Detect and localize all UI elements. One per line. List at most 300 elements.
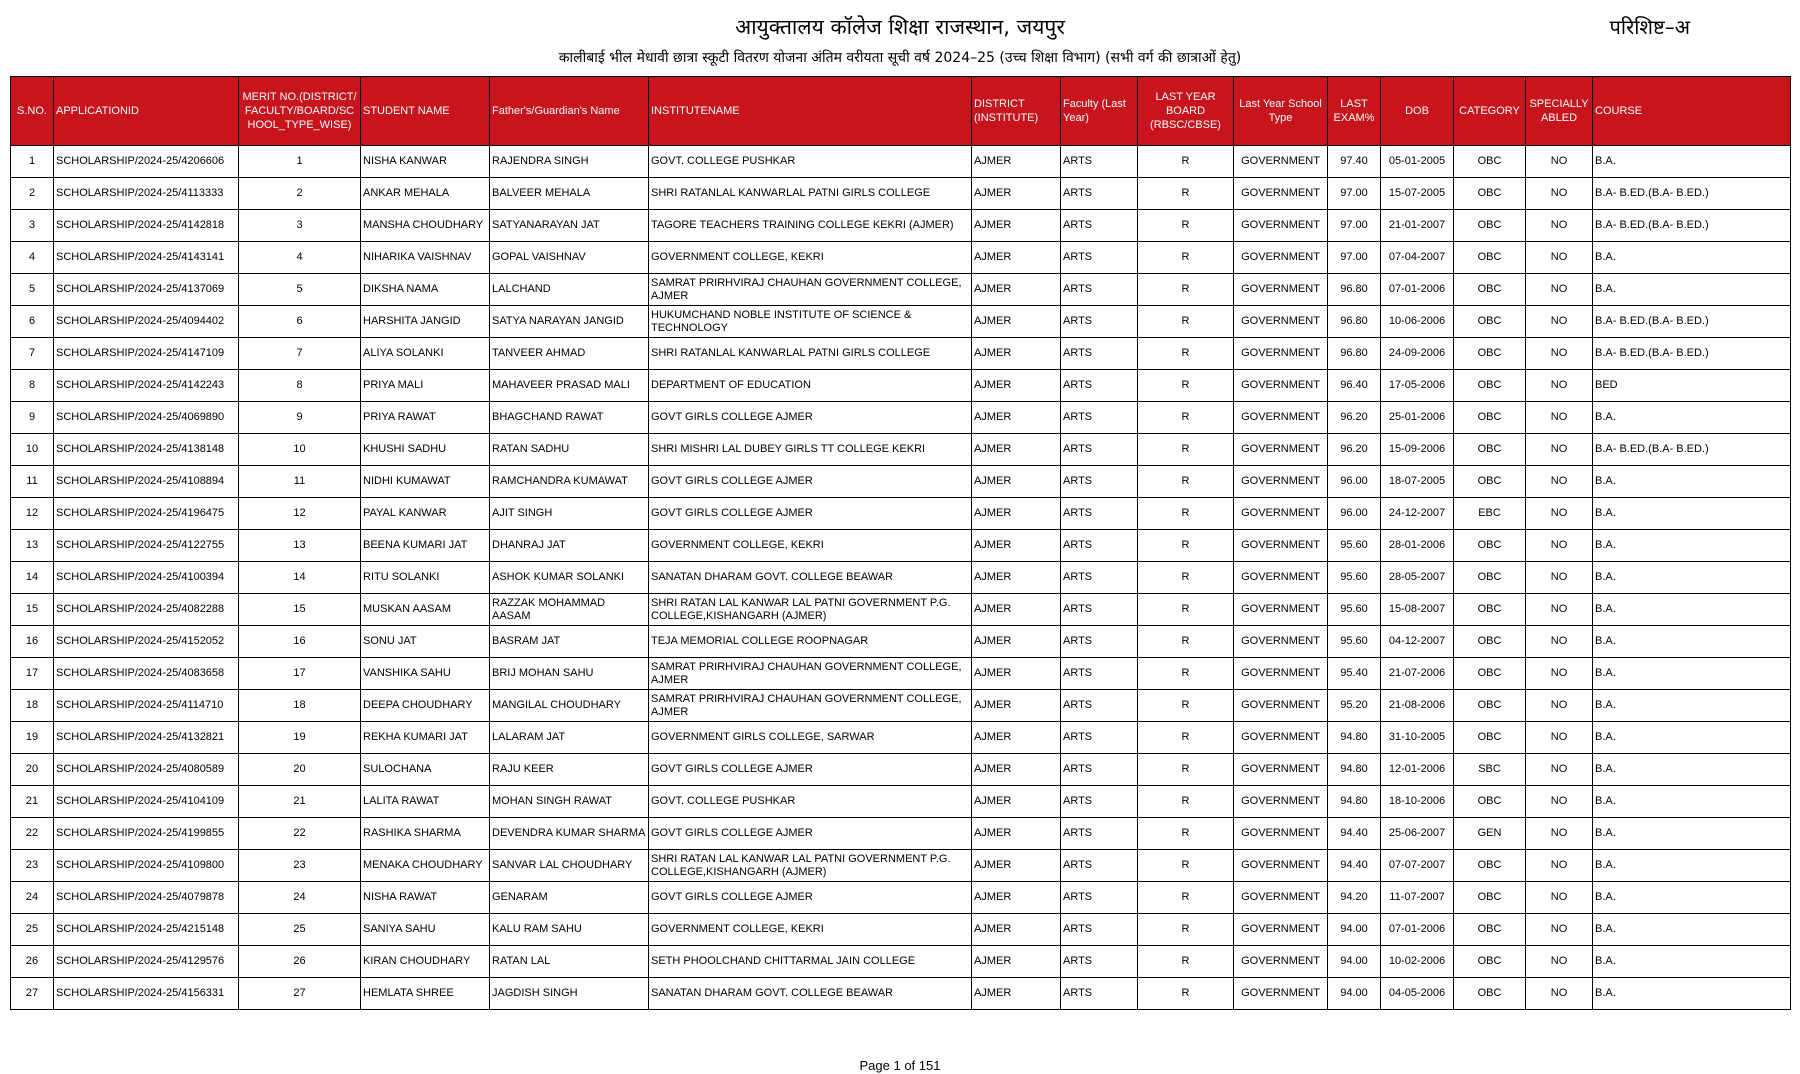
cell-course: B.A. [1593, 658, 1791, 690]
cell-faculty: ARTS [1061, 498, 1138, 530]
col-header-course: COURSE [1593, 77, 1791, 146]
cell-district: AJMER [972, 178, 1061, 210]
cell-category: OBC [1454, 178, 1526, 210]
table-row [11, 626, 1791, 658]
cell-father-name: GENARAM [490, 882, 649, 914]
cell-application-id: SCHOLARSHIP/2024-25/4122755 [54, 530, 239, 562]
cell-category: OBC [1454, 978, 1526, 1010]
cell-application-id: SCHOLARSHIP/2024-25/4108894 [54, 466, 239, 498]
cell-category: OBC [1454, 370, 1526, 402]
page-title: आयुक्तालय कॉलेज शिक्षा राजस्थान, जयपुर [735, 15, 1065, 39]
cell-board: R [1138, 210, 1234, 242]
cell-board: R [1138, 370, 1234, 402]
col-header-dob: DOB [1381, 77, 1454, 146]
cell-sno: 19 [11, 722, 54, 754]
cell-institute-name: GOVT. COLLEGE PUSHKAR [649, 786, 972, 818]
cell-sno: 5 [11, 274, 54, 306]
cell-district: AJMER [972, 402, 1061, 434]
col-header-father-name: Father's/Guardian's Name [490, 77, 649, 146]
cell-student-name: NISHA KANWAR [361, 146, 490, 178]
cell-district: AJMER [972, 466, 1061, 498]
cell-board: R [1138, 434, 1234, 466]
cell-institute-name: GOVT GIRLS COLLEGE AJMER [649, 402, 972, 434]
cell-institute-name: GOVERNMENT COLLEGE, KEKRI [649, 530, 972, 562]
cell-specially-abled: NO [1526, 242, 1593, 274]
cell-category: OBC [1454, 274, 1526, 306]
cell-student-name: SANIYA SAHU [361, 914, 490, 946]
cell-father-name: MAHAVEER PRASAD MALI [490, 370, 649, 402]
cell-student-name: ANKAR MEHALA [361, 178, 490, 210]
cell-board: R [1138, 626, 1234, 658]
cell-last-exam: 94.00 [1328, 946, 1381, 978]
cell-dob: 17-05-2006 [1381, 370, 1454, 402]
annexure-label: परिशिष्ट–अ [1609, 15, 1690, 39]
cell-school-type: GOVERNMENT [1234, 466, 1328, 498]
cell-category: OBC [1454, 786, 1526, 818]
cell-student-name: MUSKAN AASAM [361, 594, 490, 626]
cell-district: AJMER [972, 626, 1061, 658]
cell-faculty: ARTS [1061, 178, 1138, 210]
cell-category: OBC [1454, 722, 1526, 754]
cell-last-exam: 94.80 [1328, 786, 1381, 818]
cell-application-id: SCHOLARSHIP/2024-25/4142243 [54, 370, 239, 402]
cell-school-type: GOVERNMENT [1234, 754, 1328, 786]
cell-institute-name: GOVT GIRLS COLLEGE AJMER [649, 818, 972, 850]
cell-institute-name: GOVERNMENT GIRLS COLLEGE, SARWAR [649, 722, 972, 754]
cell-father-name: RAMCHANDRA KUMAWAT [490, 466, 649, 498]
cell-category: OBC [1454, 306, 1526, 338]
cell-merit-no: 5 [239, 274, 361, 306]
cell-district: AJMER [972, 850, 1061, 882]
cell-institute-name: GOVT. COLLEGE PUSHKAR [649, 146, 972, 178]
cell-father-name: MOHAN SINGH RAWAT [490, 786, 649, 818]
cell-category: OBC [1454, 850, 1526, 882]
cell-father-name: LALARAM JAT [490, 722, 649, 754]
cell-student-name: SULOCHANA [361, 754, 490, 786]
cell-board: R [1138, 786, 1234, 818]
cell-course: B.A- B.ED.(B.A- B.ED.) [1593, 306, 1791, 338]
cell-district: AJMER [972, 210, 1061, 242]
cell-school-type: GOVERNMENT [1234, 402, 1328, 434]
cell-category: OBC [1454, 210, 1526, 242]
cell-faculty: ARTS [1061, 626, 1138, 658]
cell-institute-name: SANATAN DHARAM GOVT. COLLEGE BEAWAR [649, 978, 972, 1010]
cell-sno: 13 [11, 530, 54, 562]
cell-district: AJMER [972, 786, 1061, 818]
cell-student-name: NISHA RAWAT [361, 882, 490, 914]
cell-dob: 24-09-2006 [1381, 338, 1454, 370]
cell-application-id: SCHOLARSHIP/2024-25/4152052 [54, 626, 239, 658]
cell-specially-abled: NO [1526, 402, 1593, 434]
cell-last-exam: 96.80 [1328, 306, 1381, 338]
cell-institute-name: SHRI RATAN LAL KANWAR LAL PATNI GOVERNMENT P.G. COLLEGE,KISHANGARH (AJMER) [649, 594, 972, 626]
cell-board: R [1138, 498, 1234, 530]
cell-faculty: ARTS [1061, 786, 1138, 818]
cell-board: R [1138, 818, 1234, 850]
cell-application-id: SCHOLARSHIP/2024-25/4132821 [54, 722, 239, 754]
cell-sno: 8 [11, 370, 54, 402]
cell-merit-no: 21 [239, 786, 361, 818]
cell-school-type: GOVERNMENT [1234, 178, 1328, 210]
cell-specially-abled: NO [1526, 146, 1593, 178]
cell-district: AJMER [972, 978, 1061, 1010]
col-header-specially-abled: SPECIALLY ABLED [1526, 77, 1593, 146]
cell-institute-name: SAMRAT PRIRHVIRAJ CHAUHAN GOVERNMENT COLLEGE, AJMER [649, 274, 972, 306]
cell-course: B.A. [1593, 786, 1791, 818]
cell-sno: 1 [11, 146, 54, 178]
col-header-board: LAST YEAR BOARD (RBSC/CBSE) [1138, 77, 1234, 146]
cell-institute-name: SANATAN DHARAM GOVT. COLLEGE BEAWAR [649, 562, 972, 594]
cell-school-type: GOVERNMENT [1234, 882, 1328, 914]
table-row [11, 466, 1791, 498]
cell-board: R [1138, 242, 1234, 274]
cell-dob: 25-01-2006 [1381, 402, 1454, 434]
cell-category: OBC [1454, 914, 1526, 946]
cell-sno: 23 [11, 850, 54, 882]
cell-merit-no: 19 [239, 722, 361, 754]
cell-faculty: ARTS [1061, 850, 1138, 882]
cell-student-name: DIKSHA NAMA [361, 274, 490, 306]
cell-merit-no: 23 [239, 850, 361, 882]
cell-specially-abled: NO [1526, 818, 1593, 850]
cell-institute-name: GOVT GIRLS COLLEGE AJMER [649, 754, 972, 786]
cell-board: R [1138, 946, 1234, 978]
cell-district: AJMER [972, 530, 1061, 562]
cell-board: R [1138, 722, 1234, 754]
cell-specially-abled: NO [1526, 466, 1593, 498]
cell-school-type: GOVERNMENT [1234, 306, 1328, 338]
cell-faculty: ARTS [1061, 882, 1138, 914]
cell-category: SBC [1454, 754, 1526, 786]
cell-course: B.A- B.ED.(B.A- B.ED.) [1593, 210, 1791, 242]
cell-course: B.A. [1593, 594, 1791, 626]
cell-sno: 25 [11, 914, 54, 946]
cell-board: R [1138, 146, 1234, 178]
cell-course: BED [1593, 370, 1791, 402]
table-row [11, 658, 1791, 690]
cell-student-name: HARSHITA JANGID [361, 306, 490, 338]
cell-dob: 25-06-2007 [1381, 818, 1454, 850]
cell-institute-name: SHRI MISHRI LAL DUBEY GIRLS TT COLLEGE KEKRI [649, 434, 972, 466]
cell-category: OBC [1454, 242, 1526, 274]
cell-category: OBC [1454, 594, 1526, 626]
cell-student-name: DEEPA CHOUDHARY [361, 690, 490, 722]
cell-specially-abled: NO [1526, 850, 1593, 882]
cell-merit-no: 15 [239, 594, 361, 626]
cell-sno: 10 [11, 434, 54, 466]
cell-course: B.A. [1593, 818, 1791, 850]
cell-sno: 27 [11, 978, 54, 1010]
table-row [11, 978, 1791, 1010]
cell-course: B.A. [1593, 754, 1791, 786]
cell-course: B.A. [1593, 882, 1791, 914]
col-header-category: CATEGORY [1454, 77, 1526, 146]
cell-specially-abled: NO [1526, 562, 1593, 594]
cell-merit-no: 1 [239, 146, 361, 178]
cell-school-type: GOVERNMENT [1234, 818, 1328, 850]
col-header-sno: S.NO. [11, 77, 54, 146]
cell-application-id: SCHOLARSHIP/2024-25/4147109 [54, 338, 239, 370]
cell-dob: 07-07-2007 [1381, 850, 1454, 882]
cell-application-id: SCHOLARSHIP/2024-25/4109800 [54, 850, 239, 882]
cell-application-id: SCHOLARSHIP/2024-25/4082288 [54, 594, 239, 626]
cell-course: B.A. [1593, 946, 1791, 978]
cell-student-name: NIDHI KUMAWAT [361, 466, 490, 498]
col-header-last-exam: LAST EXAM% [1328, 77, 1381, 146]
table-row [11, 274, 1791, 306]
cell-last-exam: 95.20 [1328, 690, 1381, 722]
cell-faculty: ARTS [1061, 242, 1138, 274]
col-header-application-id: APPLICATIONID [54, 77, 239, 146]
cell-student-name: PRIYA RAWAT [361, 402, 490, 434]
cell-institute-name: TAGORE TEACHERS TRAINING COLLEGE KEKRI (AJMER) [649, 210, 972, 242]
cell-last-exam: 94.40 [1328, 850, 1381, 882]
cell-last-exam: 96.00 [1328, 466, 1381, 498]
cell-father-name: BRIJ MOHAN SAHU [490, 658, 649, 690]
cell-institute-name: DEPARTMENT OF EDUCATION [649, 370, 972, 402]
cell-student-name: KIRAN CHOUDHARY [361, 946, 490, 978]
col-header-school-type: Last Year School Type [1234, 77, 1328, 146]
cell-board: R [1138, 178, 1234, 210]
cell-father-name: KALU RAM SAHU [490, 914, 649, 946]
cell-merit-no: 6 [239, 306, 361, 338]
cell-dob: 24-12-2007 [1381, 498, 1454, 530]
cell-faculty: ARTS [1061, 818, 1138, 850]
cell-application-id: SCHOLARSHIP/2024-25/4069890 [54, 402, 239, 434]
cell-course: B.A. [1593, 690, 1791, 722]
cell-institute-name: GOVT GIRLS COLLEGE AJMER [649, 466, 972, 498]
cell-student-name: ALIYA SOLANKI [361, 338, 490, 370]
cell-student-name: PAYAL KANWAR [361, 498, 490, 530]
cell-course: B.A- B.ED.(B.A- B.ED.) [1593, 178, 1791, 210]
cell-sno: 12 [11, 498, 54, 530]
cell-application-id: SCHOLARSHIP/2024-25/4196475 [54, 498, 239, 530]
cell-application-id: SCHOLARSHIP/2024-25/4142818 [54, 210, 239, 242]
cell-father-name: RATAN SADHU [490, 434, 649, 466]
cell-specially-abled: NO [1526, 914, 1593, 946]
cell-board: R [1138, 882, 1234, 914]
cell-application-id: SCHOLARSHIP/2024-25/4079878 [54, 882, 239, 914]
cell-institute-name: SHRI RATANLAL KANWARLAL PATNI GIRLS COLLEGE [649, 338, 972, 370]
cell-merit-no: 8 [239, 370, 361, 402]
cell-dob: 10-06-2006 [1381, 306, 1454, 338]
cell-board: R [1138, 914, 1234, 946]
cell-sno: 22 [11, 818, 54, 850]
cell-specially-abled: NO [1526, 498, 1593, 530]
cell-specially-abled: NO [1526, 338, 1593, 370]
cell-faculty: ARTS [1061, 978, 1138, 1010]
cell-faculty: ARTS [1061, 690, 1138, 722]
table-row [11, 146, 1791, 178]
cell-last-exam: 96.80 [1328, 274, 1381, 306]
page-number: Page 1 of 151 [859, 1058, 941, 1073]
cell-student-name: VANSHIKA SAHU [361, 658, 490, 690]
cell-faculty: ARTS [1061, 434, 1138, 466]
cell-category: GEN [1454, 818, 1526, 850]
cell-category: OBC [1454, 530, 1526, 562]
cell-father-name: RAJENDRA SINGH [490, 146, 649, 178]
cell-sno: 4 [11, 242, 54, 274]
cell-specially-abled: NO [1526, 370, 1593, 402]
cell-school-type: GOVERNMENT [1234, 498, 1328, 530]
cell-school-type: GOVERNMENT [1234, 210, 1328, 242]
cell-merit-no: 20 [239, 754, 361, 786]
cell-dob: 10-02-2006 [1381, 946, 1454, 978]
cell-student-name: REKHA KUMARI JAT [361, 722, 490, 754]
cell-sno: 21 [11, 786, 54, 818]
cell-school-type: GOVERNMENT [1234, 530, 1328, 562]
cell-application-id: SCHOLARSHIP/2024-25/4138148 [54, 434, 239, 466]
cell-specially-abled: NO [1526, 946, 1593, 978]
cell-board: R [1138, 274, 1234, 306]
cell-district: AJMER [972, 370, 1061, 402]
cell-dob: 12-01-2006 [1381, 754, 1454, 786]
cell-father-name: ASHOK KUMAR SOLANKI [490, 562, 649, 594]
cell-category: OBC [1454, 562, 1526, 594]
cell-last-exam: 95.60 [1328, 594, 1381, 626]
col-header-merit-no: MERIT NO.(DISTRICT/FACULTY/BOARD/SCHOOL_TYPE_WISE) [239, 77, 361, 146]
cell-father-name: SANVAR LAL CHOUDHARY [490, 850, 649, 882]
cell-specially-abled: NO [1526, 690, 1593, 722]
cell-dob: 11-07-2007 [1381, 882, 1454, 914]
cell-dob: 21-07-2006 [1381, 658, 1454, 690]
cell-district: AJMER [972, 882, 1061, 914]
cell-faculty: ARTS [1061, 210, 1138, 242]
cell-sno: 15 [11, 594, 54, 626]
col-header-faculty: Faculty (Last Year) [1061, 77, 1138, 146]
cell-dob: 31-10-2005 [1381, 722, 1454, 754]
cell-dob: 15-09-2006 [1381, 434, 1454, 466]
cell-student-name: HEMLATA SHREE [361, 978, 490, 1010]
cell-last-exam: 95.40 [1328, 658, 1381, 690]
cell-faculty: ARTS [1061, 530, 1138, 562]
cell-dob: 04-05-2006 [1381, 978, 1454, 1010]
cell-specially-abled: NO [1526, 434, 1593, 466]
cell-merit-no: 4 [239, 242, 361, 274]
cell-institute-name: GOVERNMENT COLLEGE, KEKRI [649, 914, 972, 946]
cell-faculty: ARTS [1061, 146, 1138, 178]
cell-board: R [1138, 562, 1234, 594]
cell-course: B.A. [1593, 146, 1791, 178]
cell-student-name: PRIYA MALI [361, 370, 490, 402]
cell-school-type: GOVERNMENT [1234, 242, 1328, 274]
cell-last-exam: 96.40 [1328, 370, 1381, 402]
cell-institute-name: HUKUMCHAND NOBLE INSTITUTE OF SCIENCE & TECHNOLOGY [649, 306, 972, 338]
cell-faculty: ARTS [1061, 370, 1138, 402]
cell-sno: 20 [11, 754, 54, 786]
cell-application-id: SCHOLARSHIP/2024-25/4113333 [54, 178, 239, 210]
cell-student-name: RASHIKA SHARMA [361, 818, 490, 850]
cell-board: R [1138, 978, 1234, 1010]
cell-last-exam: 95.60 [1328, 562, 1381, 594]
cell-application-id: SCHOLARSHIP/2024-25/4199855 [54, 818, 239, 850]
cell-merit-no: 17 [239, 658, 361, 690]
table-row [11, 882, 1791, 914]
cell-district: AJMER [972, 306, 1061, 338]
table-row [11, 850, 1791, 882]
cell-last-exam: 97.00 [1328, 242, 1381, 274]
cell-faculty: ARTS [1061, 722, 1138, 754]
cell-last-exam: 94.20 [1328, 882, 1381, 914]
cell-father-name: DHANRAJ JAT [490, 530, 649, 562]
cell-student-name: SONU JAT [361, 626, 490, 658]
cell-father-name: AJIT SINGH [490, 498, 649, 530]
cell-school-type: GOVERNMENT [1234, 370, 1328, 402]
cell-dob: 05-01-2005 [1381, 146, 1454, 178]
cell-district: AJMER [972, 914, 1061, 946]
table-row [11, 722, 1791, 754]
cell-father-name: LALCHAND [490, 274, 649, 306]
cell-merit-no: 3 [239, 210, 361, 242]
cell-dob: 15-07-2005 [1381, 178, 1454, 210]
cell-specially-abled: NO [1526, 178, 1593, 210]
cell-district: AJMER [972, 498, 1061, 530]
cell-faculty: ARTS [1061, 306, 1138, 338]
cell-school-type: GOVERNMENT [1234, 338, 1328, 370]
cell-board: R [1138, 306, 1234, 338]
cell-board: R [1138, 658, 1234, 690]
cell-student-name: NIHARIKA VAISHNAV [361, 242, 490, 274]
cell-sno: 24 [11, 882, 54, 914]
cell-father-name: BASRAM JAT [490, 626, 649, 658]
cell-institute-name: SHRI RATAN LAL KANWAR LAL PATNI GOVERNMENT P.G. COLLEGE,KISHANGARH (AJMER) [649, 850, 972, 882]
cell-district: AJMER [972, 146, 1061, 178]
table-row [11, 434, 1791, 466]
table-header-row [11, 77, 1791, 146]
cell-application-id: SCHOLARSHIP/2024-25/4114710 [54, 690, 239, 722]
cell-category: OBC [1454, 146, 1526, 178]
cell-last-exam: 97.00 [1328, 178, 1381, 210]
cell-district: AJMER [972, 754, 1061, 786]
cell-faculty: ARTS [1061, 594, 1138, 626]
cell-application-id: SCHOLARSHIP/2024-25/4104109 [54, 786, 239, 818]
cell-sno: 26 [11, 946, 54, 978]
table-row [11, 946, 1791, 978]
cell-dob: 04-12-2007 [1381, 626, 1454, 658]
cell-school-type: GOVERNMENT [1234, 658, 1328, 690]
cell-last-exam: 94.00 [1328, 914, 1381, 946]
cell-course: B.A. [1593, 402, 1791, 434]
cell-school-type: GOVERNMENT [1234, 850, 1328, 882]
cell-last-exam: 96.20 [1328, 402, 1381, 434]
cell-institute-name: SETH PHOOLCHAND CHITTARMAL JAIN COLLEGE [649, 946, 972, 978]
cell-last-exam: 97.40 [1328, 146, 1381, 178]
cell-category: OBC [1454, 402, 1526, 434]
cell-faculty: ARTS [1061, 914, 1138, 946]
cell-category: OBC [1454, 626, 1526, 658]
cell-father-name: DEVENDRA KUMAR SHARMA [490, 818, 649, 850]
cell-specially-abled: NO [1526, 626, 1593, 658]
cell-application-id: SCHOLARSHIP/2024-25/4080589 [54, 754, 239, 786]
table-row [11, 690, 1791, 722]
cell-merit-no: 22 [239, 818, 361, 850]
cell-sno: 18 [11, 690, 54, 722]
cell-merit-no: 24 [239, 882, 361, 914]
cell-district: AJMER [972, 274, 1061, 306]
cell-father-name: JAGDISH SINGH [490, 978, 649, 1010]
table-row [11, 818, 1791, 850]
cell-last-exam: 94.80 [1328, 722, 1381, 754]
cell-application-id: SCHOLARSHIP/2024-25/4129576 [54, 946, 239, 978]
cell-dob: 28-05-2007 [1381, 562, 1454, 594]
cell-district: AJMER [972, 658, 1061, 690]
cell-student-name: BEENA KUMARI JAT [361, 530, 490, 562]
table-row [11, 786, 1791, 818]
cell-last-exam: 96.80 [1328, 338, 1381, 370]
cell-merit-no: 13 [239, 530, 361, 562]
cell-institute-name: SAMRAT PRIRHVIRAJ CHAUHAN GOVERNMENT COLLEGE, AJMER [649, 690, 972, 722]
table-row [11, 306, 1791, 338]
